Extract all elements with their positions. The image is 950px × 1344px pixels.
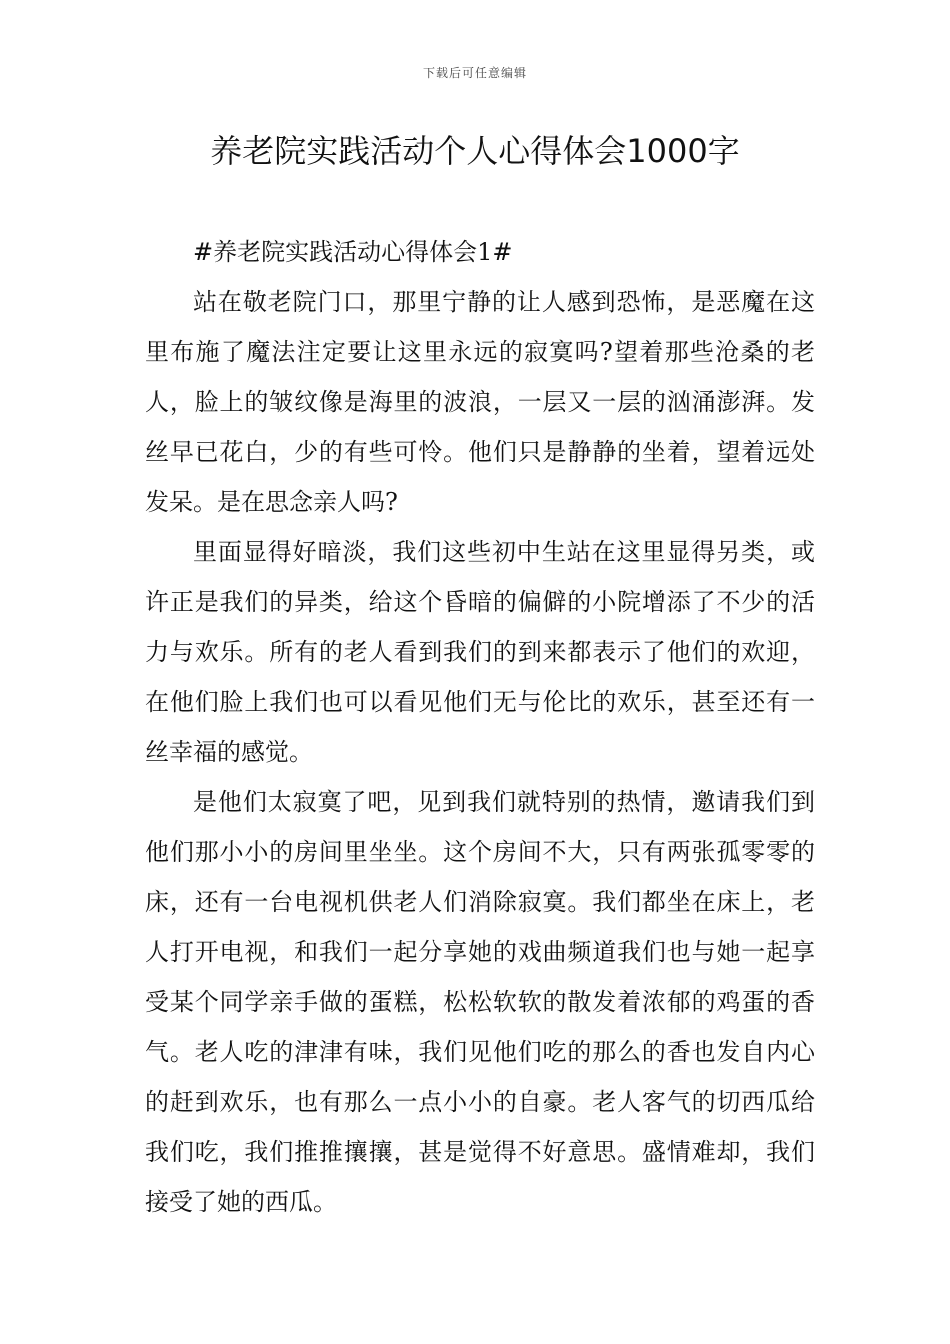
document-title: 养老院实践活动个人心得体会1000字 xyxy=(210,132,740,170)
paragraph-3: 是他们太寂寞了吧，见到我们就特别的热情，邀请我们到他们那小小的房间里坐坐。这个房间不大，只有两张孤零零的床，还有一台电视机供老人们消除寂寞。我们都坐在床上，老人打开电视，和我们一起分享她的戏曲频道我们也与她一起享受某个同学亲手做的蛋糕，松松软软的散发着浓郁的鸡蛋的香气。老人吃的津津有味，我们见他们吃的那么的香也发自内心的赶到欢乐，也有那么一点小小的自豪。老人客气的切西瓜给我们吃，我们推推攘攘，甚是觉得不好意思。盛情难却，我们接受了她的西瓜。 xyxy=(145,788,815,1216)
paragraph-2: 里面显得好暗淡，我们这些初中生站在这里显得另类，或许正是我们的异类，给这个昏暗的偏僻的小院增添了不少的活力与欢乐。所有的老人看到我们的到来都表示了他们的欢迎，在他们脸上我们也可以看见他们无与伦比的欢乐，甚至还有一丝幸福的感觉。 xyxy=(145,538,815,766)
section-heading: #养老院实践活动心得体会1# xyxy=(193,238,513,266)
paragraph-1: 站在敬老院门口，那里宁静的让人感到恐怖，是恶魔在这里布施了魔法注定要让这里永远的寂寞吗?望着那些沧桑的老人，脸上的皱纹像是海里的波浪，一层又一层的汹涌澎湃。发丝早已花白，少的有些可怜。他们只是静静的坐着，望着远处发呆。是在思念亲人吗? xyxy=(145,288,815,516)
page-header-note: 下载后可任意编辑 xyxy=(422,66,527,80)
document-body xyxy=(145,227,815,1227)
